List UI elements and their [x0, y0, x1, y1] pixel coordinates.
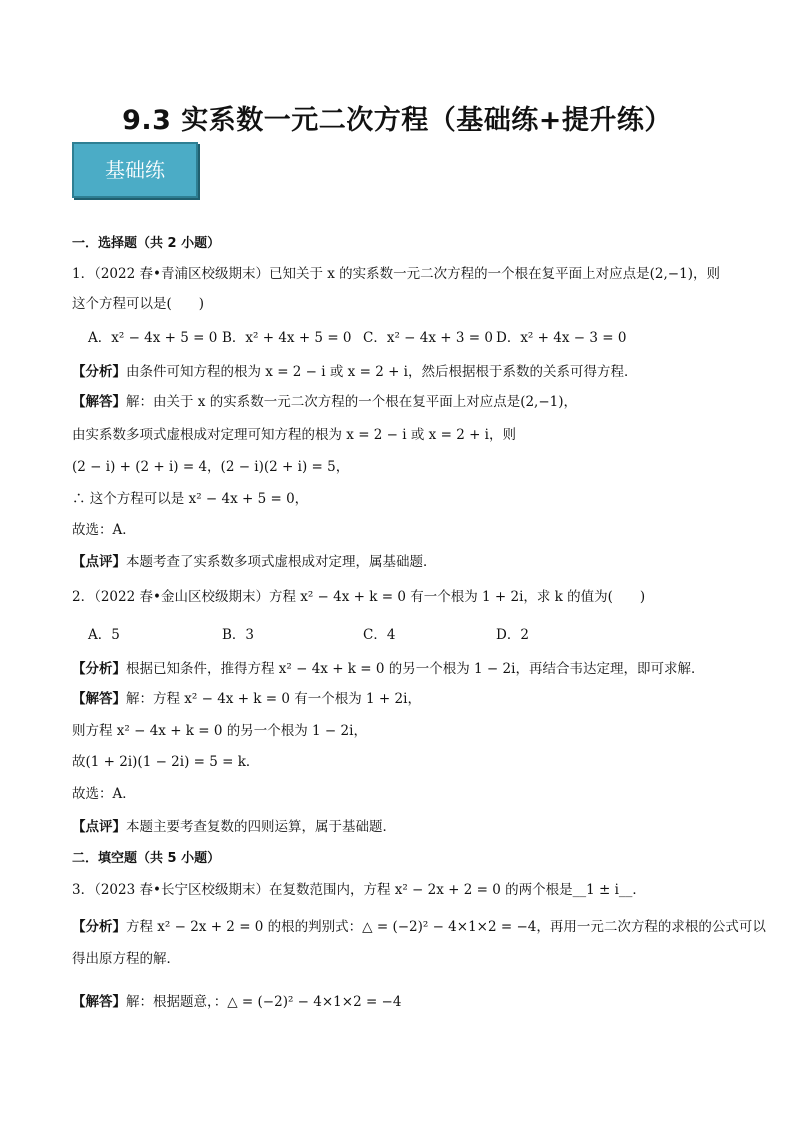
line-text: 得出原方程的解．: [72, 951, 180, 967]
label-tag: 【解答】: [72, 394, 126, 410]
choice-option: B．3: [222, 627, 255, 643]
choice-option: C．x² − 4x + 3 = 0: [363, 330, 493, 346]
text-line: [72, 292, 204, 312]
text-line: [72, 878, 646, 898]
text-line: [72, 550, 437, 570]
text-line: [72, 657, 704, 677]
line-text: 二．填空题（共 5 小题）: [72, 851, 221, 866]
label-tag: 【解答】: [72, 691, 126, 707]
label-tag: 【解答】: [72, 994, 126, 1010]
line-text: 这个方程可以是( ): [72, 296, 205, 312]
text-line: [72, 487, 308, 507]
line-text: 一．选择题（共 2 小题）: [72, 236, 221, 251]
line-text: ∴ 这个方程可以是 x² − 4x + 5 = 0，: [72, 491, 309, 507]
label-tag: 【分析】: [72, 364, 126, 380]
text-line: [72, 423, 516, 443]
choice-option: D．2: [496, 627, 529, 643]
text-line: [72, 390, 577, 410]
page-title: 9.3 实系数一元二次方程（基础练+提升练）: [122, 105, 672, 136]
label-tag: 【分析】: [72, 919, 126, 935]
choice-option: B．x² + 4x + 5 = 0: [222, 330, 352, 346]
choice-option: C．4: [363, 627, 396, 643]
line-text: 根据已知条件，推得方程 x² − 4x + k = 0 的另一个根为 1 − 2i，再结合韦达定理，即可求解．: [126, 661, 705, 677]
line-text: 故选：A．: [72, 522, 136, 538]
text-line: [72, 585, 645, 605]
text-line: [72, 750, 259, 770]
label-tag: 【分析】: [72, 661, 126, 677]
text-line: [72, 815, 396, 835]
line-text: 故(1 + 2i)(1 − 2i) = 5 = k．: [72, 754, 260, 770]
text-line: [72, 262, 720, 282]
line-text: 则方程 x² − 4x + k = 0 的另一个根为 1 − 2i，: [72, 723, 367, 739]
text-line: [72, 360, 638, 380]
text-line: [72, 518, 136, 538]
line-text: 1．（2022 春•青浦区校级期末）已知关于 x 的实系数一元二次方程的一个根在复平面上对应点是(2,−1)，则: [72, 266, 720, 282]
label-tag: 【点评】: [72, 819, 126, 835]
text-line: [72, 947, 180, 967]
choice-option: D．x² + 4x − 3 = 0: [496, 330, 627, 346]
line-text: 本题主要考查复数的四则运算，属于基础题．: [126, 819, 396, 835]
text-line: [72, 915, 766, 935]
text-line: [72, 455, 349, 475]
line-text: 由实系数多项式虚根成对定理可知方程的根为 x = 2 − i 或 x = 2 + i，则: [72, 427, 516, 443]
label-tag: 【点评】: [72, 554, 126, 570]
section-heading: [72, 847, 220, 866]
line-text: 方程 x² − 2x + 2 = 0 的根的判别式：△ = (−2)² − 4×1×2 = −4，再用一元二次方程的求根的公式可以: [126, 919, 766, 935]
text-line: [72, 782, 136, 802]
section-badge: 基础练: [72, 142, 198, 198]
text-line: [72, 990, 401, 1010]
line-text: 3．（2023 春•长宁区校级期末）在复数范围内，方程 x² − 2x + 2 = 0 的两个根是__1 ± i__．: [72, 882, 646, 898]
line-text: 解：根据题意，：△ = (−2)² − 4×1×2 = −4: [126, 994, 402, 1010]
choice-option: A．x² − 4x + 5 = 0: [88, 330, 218, 346]
line-text: 由条件可知方程的根为 x = 2 − i 或 x = 2 + i，然后根据根于系数的关系可得方程．: [126, 364, 638, 380]
line-text: 故选：A．: [72, 786, 136, 802]
choice-option: A．5: [88, 627, 120, 643]
line-text: (2 − i) + (2 + i) = 4，(2 − i)(2 + i) = 5，: [72, 459, 350, 475]
text-line: [72, 719, 367, 739]
text-line: [72, 687, 421, 707]
line-text: 解：方程 x² − 4x + k = 0 有一个根为 1 + 2i，: [126, 691, 421, 707]
line-text: 解：由关于 x 的实系数一元二次方程的一个根在复平面上对应点是(2,−1)，: [126, 394, 578, 410]
line-text: 2．（2022 春•金山区校级期末）方程 x² − 4x + k = 0 有一个根为 1 + 2i，求 k 的值为( ): [72, 589, 646, 605]
line-text: 本题考查了实系数多项式虚根成对定理，属基础题．: [126, 554, 437, 570]
section-heading: [72, 232, 220, 251]
